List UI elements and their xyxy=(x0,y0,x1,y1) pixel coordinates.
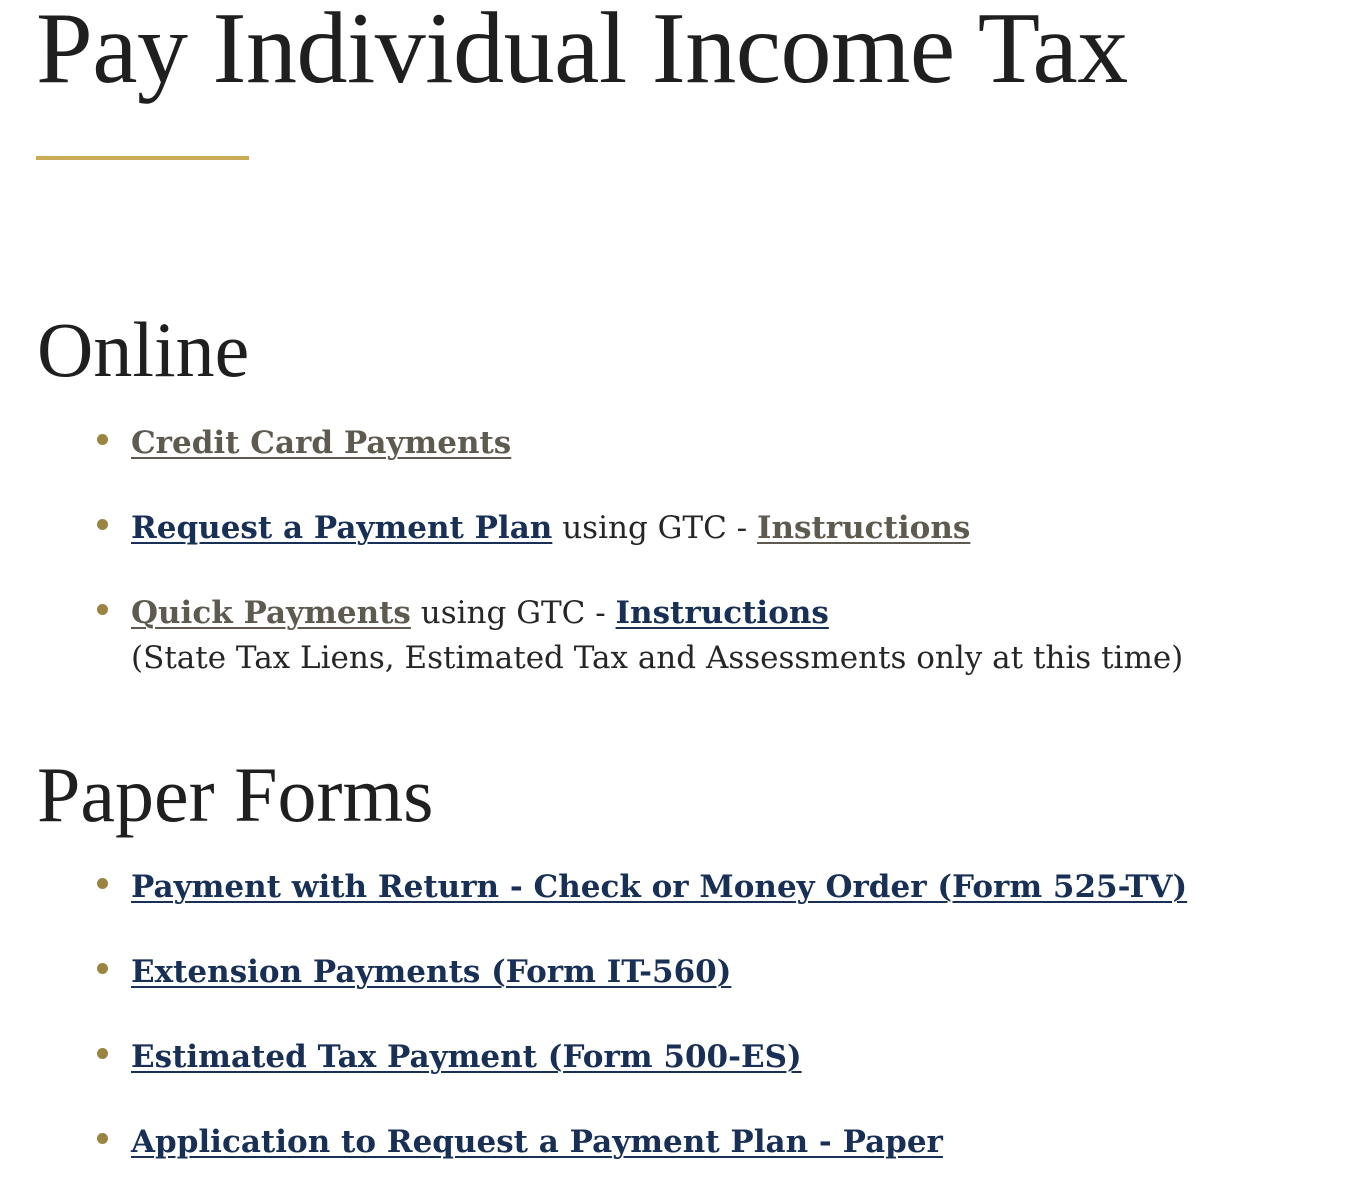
estimated-tax-payment-link[interactable]: Estimated Tax Payment (Form 500-ES) xyxy=(131,1039,802,1075)
paper-forms-links-list xyxy=(0,860,1340,1196)
bullet-icon xyxy=(97,604,108,615)
payment-plan-instructions-link[interactable]: Instructions xyxy=(757,510,971,546)
list-item-request-payment-plan xyxy=(0,501,1340,555)
online-section-heading: Online xyxy=(37,306,250,393)
payment-with-return-link[interactable]: Payment with Return - Check or Money Order (Form 525-TV) xyxy=(131,869,1188,905)
payment-plan-paper-link[interactable]: Application to Request a Payment Plan - Paper xyxy=(131,1124,943,1160)
payment-plan-text: using GTC - xyxy=(552,510,757,546)
title-accent-rule xyxy=(36,156,249,160)
quick-payments-instructions-link[interactable]: Instructions xyxy=(615,595,829,631)
extension-payments-link[interactable]: Extension Payments (Form IT-560) xyxy=(131,954,732,990)
list-item-extension-payments xyxy=(0,945,1340,999)
list-item-estimated-tax-payment xyxy=(0,1030,1340,1084)
page-title: Pay Individual Income Tax xyxy=(36,0,1128,105)
bullet-icon xyxy=(97,1133,108,1144)
online-links-list xyxy=(0,416,1340,688)
bullet-icon xyxy=(97,878,108,889)
paper-forms-section-heading: Paper Forms xyxy=(37,751,434,838)
bullet-icon xyxy=(97,519,108,530)
quick-payments-text: using GTC - xyxy=(410,595,616,631)
list-item-payment-plan-paper xyxy=(0,1115,1340,1169)
bullet-icon xyxy=(97,1048,108,1059)
quick-payments-link[interactable]: Quick Payments xyxy=(131,595,411,631)
list-item-payment-with-return xyxy=(0,860,1340,914)
bullet-icon xyxy=(97,434,108,445)
list-item-quick-payments xyxy=(0,586,1340,680)
credit-card-payments-link[interactable]: Credit Card Payments xyxy=(131,425,512,461)
request-payment-plan-link[interactable]: Request a Payment Plan xyxy=(131,510,553,546)
quick-payments-note: (State Tax Liens, Estimated Tax and Assessments only at this time) xyxy=(131,640,1184,676)
list-item-credit-card-payments xyxy=(0,416,1340,470)
bullet-icon xyxy=(97,963,108,974)
